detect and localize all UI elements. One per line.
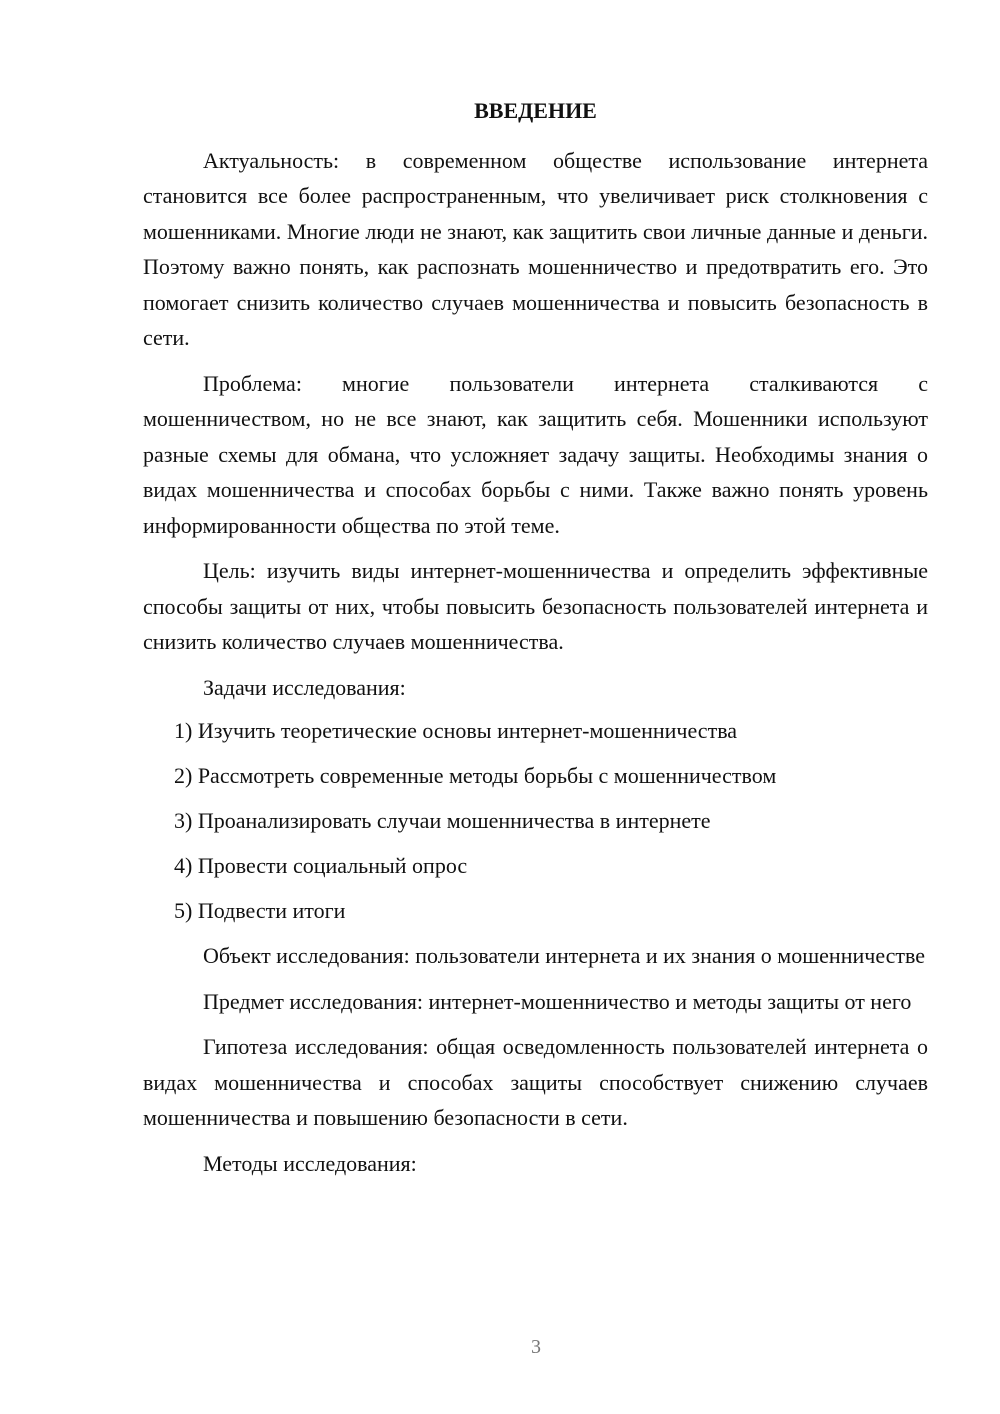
tasks-list — [143, 713, 928, 929]
list-item: 5) Подвести итоги — [174, 898, 346, 923]
paragraph-hypothesis: Гипотеза исследования: общая осведомленность пользователей интернета о видах мошенничества и способах защиты способствует снижению случаев мошенничества и повышению безопасности в сети. — [143, 1034, 928, 1130]
paragraph-goal: Цель: изучить виды интернет-мошенничества и определить эффективные способы защиты от них, чтобы повысить безопасность пользователей интернета и снизить количество случаев мошенничества. — [143, 558, 928, 654]
page-number: 3 — [531, 1336, 541, 1358]
list-item: 1) Изучить теоретические основы интернет-мошенничества — [174, 718, 738, 743]
page-content — [143, 93, 928, 1191]
tasks-heading: Задачи исследования: — [203, 674, 406, 700]
paragraph-object: Объект исследования: пользователи интернета и их знания о мошенничестве — [203, 943, 926, 968]
paragraph-subject: Предмет исследования: интернет-мошенничество и методы защиты от него — [203, 988, 912, 1014]
list-item: 2) Рассмотреть современные методы борьбы с мошенничеством — [174, 763, 777, 788]
list-item: 4) Провести социальный опрос — [174, 853, 468, 878]
paragraph-problem: Проблема: многие пользователи интернета сталкиваются с мошенничеством, но не все знают, как защитить себя. Мошенники используют разные схемы для обмана, что усложняет задачу защиты. Необходимы знания о видах мошенничества и способах борьбы с ними. Также важно понять уровень информированности общества по этой теме. — [143, 370, 928, 538]
section-heading: ВВЕДЕНИЕ — [474, 98, 597, 123]
paragraph-methods: Методы исследования: — [203, 1150, 417, 1176]
paragraph-relevance: Актуальность: в современном обществе использование интернета становится все более распространенным, что увеличивает риск столкновения с мошенниками. Многие люди не знают, как защитить свои личные данные и деньги. Поэтому важно понять, как распознать мошенничество и предотвратить его. Это помогает снизить количество случаев мошенничества и повысить безопасность в сети. — [143, 147, 928, 350]
list-item: 3) Проанализировать случаи мошенничества в интернете — [174, 808, 711, 833]
